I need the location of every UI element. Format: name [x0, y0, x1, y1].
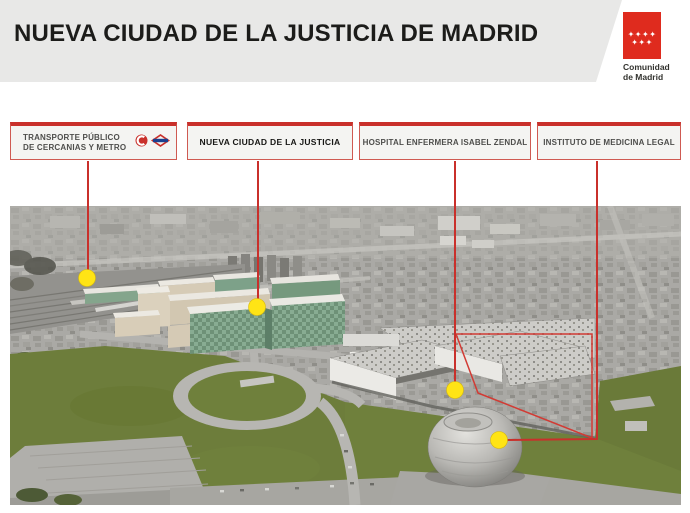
callout-instituto-medicina-legal	[537, 122, 681, 160]
logo-text-line2: de Madrid	[623, 71, 664, 82]
madrid-flag-icon	[623, 12, 661, 59]
flag-stars-row2: ✦✦✦	[631, 37, 653, 47]
callout-hospital-label: HOSPITAL ENFERMERA ISABEL ZENDAL	[362, 137, 528, 147]
aerial-photo	[10, 206, 681, 505]
roundabout	[173, 362, 321, 430]
callout-nueva-ciudad-justicia	[187, 122, 353, 160]
callout-transporte-line2: DE CERCANIAS Y METRO	[23, 142, 127, 152]
page-title: NUEVA CIUDAD DE LA JUSTICIA DE MADRID	[14, 20, 539, 47]
logo-text	[623, 63, 685, 82]
metro-icon	[151, 134, 170, 152]
comunidad-de-madrid-logo	[623, 12, 685, 82]
logo-text-line1: Comunidad	[623, 62, 670, 72]
callout-medicina-label: INSTITUTO DE MEDICINA LEGAL	[543, 137, 675, 147]
callout-transporte-publico	[10, 122, 177, 160]
callout-hospital-zendal	[359, 122, 531, 160]
callout-transporte-line1: TRANSPORTE PÚBLICO	[23, 133, 120, 142]
callout-justicia-label: NUEVA CIUDAD DE LA JUSTICIA	[199, 136, 341, 147]
cercanias-icon	[135, 134, 148, 152]
flag-stars-row1: ✦✦✦✦	[627, 29, 657, 39]
